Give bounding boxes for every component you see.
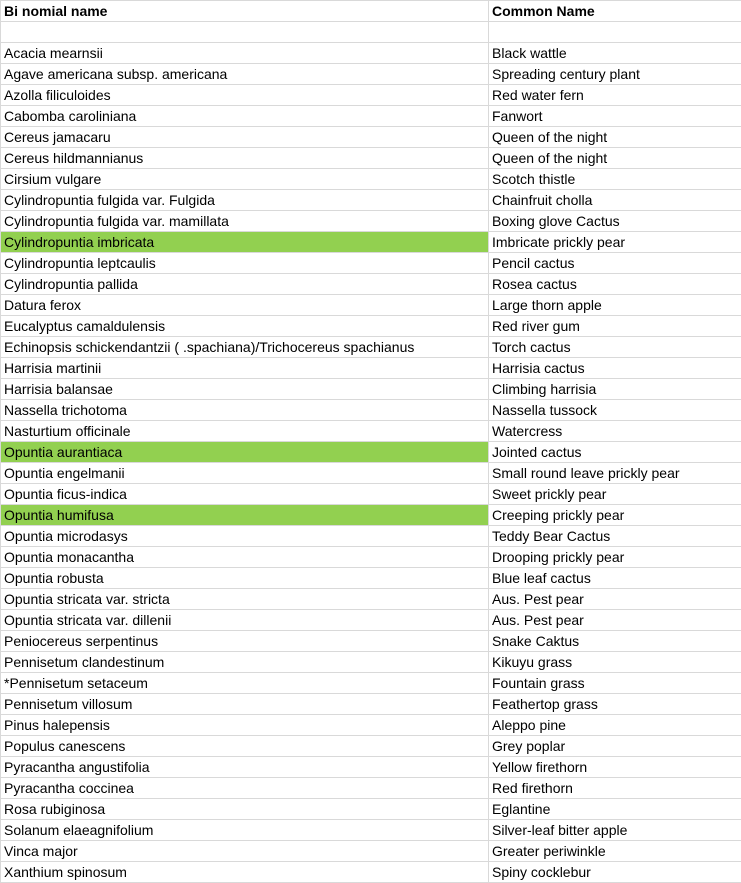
table-row [1,127,741,148]
common-name-cell[interactable]: Fountain grass [489,673,741,694]
table-row [1,379,741,400]
binomial-name-cell[interactable]: Cereus jamacaru [1,127,489,148]
common-name-cell[interactable]: Sweet prickly pear [489,484,741,505]
binomial-name-cell[interactable]: Cylindropuntia pallida [1,274,489,295]
binomial-name-cell[interactable]: Harrisia martinii [1,358,489,379]
binomial-name-cell[interactable]: Opuntia stricata var. dillenii [1,610,489,631]
common-name-cell[interactable]: Harrisia cactus [489,358,741,379]
common-name-cell[interactable]: Climbing harrisia [489,379,741,400]
table-row [1,694,741,715]
binomial-name-cell[interactable]: Nasturtium officinale [1,421,489,442]
common-name-cell[interactable]: Black wattle [489,43,741,64]
table-row [1,862,741,883]
table-body [1,22,741,883]
common-name-cell[interactable]: Red firethorn [489,778,741,799]
binomial-name-cell[interactable]: Opuntia monacantha [1,547,489,568]
table-row [1,211,741,232]
binomial-name-cell[interactable]: Populus canescens [1,736,489,757]
binomial-name-cell[interactable]: Xanthium spinosum [1,862,489,883]
table-row [1,799,741,820]
table-row [1,652,741,673]
binomial-name-cell[interactable]: Eucalyptus camaldulensis [1,316,489,337]
table-row [1,253,741,274]
table-row [1,610,741,631]
common-name-cell[interactable]: Queen of the night [489,127,741,148]
binomial-name-cell[interactable]: Cylindropuntia imbricata [1,232,489,253]
table-row [1,64,741,85]
common-name-cell[interactable]: Nassella tussock [489,400,741,421]
common-name-cell[interactable]: Red water fern [489,85,741,106]
binomial-name-cell[interactable]: Nassella trichotoma [1,400,489,421]
table-row [1,526,741,547]
binomial-name-cell[interactable]: Cereus hildmannianus [1,148,489,169]
table-row [1,547,741,568]
binomial-name-cell[interactable]: Pyracantha angustifolia [1,757,489,778]
binomial-name-cell[interactable]: Opuntia humifusa [1,505,489,526]
table-row [1,85,741,106]
common-name-cell[interactable]: Drooping prickly pear [489,547,741,568]
common-name-cell[interactable]: Snake Caktus [489,631,741,652]
table-row [1,757,741,778]
binomial-name-cell[interactable]: Pennisetum villosum [1,694,489,715]
table-row [1,421,741,442]
common-name-cell[interactable]: Aleppo pine [489,715,741,736]
table-row [1,736,741,757]
common-name-cell[interactable]: Teddy Bear Cactus [489,526,741,547]
common-name-cell[interactable]: Silver-leaf bitter apple [489,820,741,841]
common-name-cell[interactable]: Blue leaf cactus [489,568,741,589]
common-name-cell[interactable]: Kikuyu grass [489,652,741,673]
common-name-cell[interactable]: Greater periwinkle [489,841,741,862]
binomial-name-cell[interactable]: Opuntia robusta [1,568,489,589]
binomial-name-cell[interactable]: Acacia mearnsii [1,43,489,64]
binomial-name-cell[interactable]: Vinca major [1,841,489,862]
common-name-cell[interactable]: Aus. Pest pear [489,610,741,631]
common-name-cell[interactable]: Small round leave prickly pear [489,463,741,484]
table-row [1,484,741,505]
binomial-name-cell[interactable]: Echinopsis schickendantzii ( .spachiana)/Trichocereus spachianus [1,337,489,358]
table-row [1,400,741,421]
table-row [1,778,741,799]
binomial-name-cell[interactable]: Pinus halepensis [1,715,489,736]
common-name-cell[interactable]: Large thorn apple [489,295,741,316]
table-row [1,841,741,862]
common-name-cell[interactable]: Aus. Pest pear [489,589,741,610]
table-row [1,106,741,127]
binomial-name-cell[interactable]: Harrisia balansae [1,379,489,400]
common-name-cell[interactable]: Imbricate prickly pear [489,232,741,253]
common-name-cell[interactable]: Spiny cocklebur [489,862,741,883]
table-row [1,358,741,379]
table-row [1,505,741,526]
binomial-name-cell[interactable]: Opuntia ficus-indica [1,484,489,505]
binomial-name-cell[interactable]: Agave americana subsp. americana [1,64,489,85]
binomial-name-cell[interactable] [1,22,489,43]
table-row [1,715,741,736]
common-name-cell[interactable]: Spreading century plant [489,64,741,85]
binomial-name-cell[interactable]: Cylindropuntia fulgida var. Fulgida [1,190,489,211]
binomial-name-cell[interactable]: *Pennisetum setaceum [1,673,489,694]
table-row [1,169,741,190]
table-row [1,43,741,64]
table-row [1,442,741,463]
header-row [1,1,741,22]
common-name-cell[interactable]: Pencil cactus [489,253,741,274]
table-row [1,316,741,337]
header-binomial-name[interactable]: Bi nomial name [1,1,489,22]
common-name-cell[interactable]: Boxing glove Cactus [489,211,741,232]
binomial-name-cell[interactable]: Cylindropuntia fulgida var. mamillata [1,211,489,232]
binomial-name-cell[interactable]: Pyracantha coccinea [1,778,489,799]
binomial-name-cell[interactable]: Rosa rubiginosa [1,799,489,820]
common-name-cell[interactable]: Fanwort [489,106,741,127]
common-name-cell[interactable]: Red river gum [489,316,741,337]
common-name-cell[interactable]: Eglantine [489,799,741,820]
common-name-cell[interactable]: Chainfruit cholla [489,190,741,211]
table-row [1,295,741,316]
table-row [1,22,741,43]
header-common-name[interactable]: Common Name [489,1,741,22]
table-row [1,232,741,253]
binomial-name-cell[interactable]: Peniocereus serpentinus [1,631,489,652]
common-name-cell[interactable]: Grey poplar [489,736,741,757]
binomial-name-cell[interactable]: Cylindropuntia leptcaulis [1,253,489,274]
binomial-name-cell[interactable]: Azolla filiculoides [1,85,489,106]
common-name-cell[interactable]: Watercress [489,421,741,442]
binomial-name-cell[interactable]: Opuntia aurantiaca [1,442,489,463]
table-row [1,274,741,295]
table-row [1,463,741,484]
table-row [1,820,741,841]
binomial-name-cell[interactable]: Opuntia microdasys [1,526,489,547]
table-row [1,589,741,610]
common-name-cell[interactable]: Jointed cactus [489,442,741,463]
common-name-cell[interactable]: Queen of the night [489,148,741,169]
binomial-name-cell[interactable]: Solanum elaeagnifolium [1,820,489,841]
binomial-name-cell[interactable]: Cirsium vulgare [1,169,489,190]
common-name-cell[interactable]: Rosea cactus [489,274,741,295]
table-row [1,631,741,652]
table-row [1,148,741,169]
binomial-name-cell[interactable]: Pennisetum clandestinum [1,652,489,673]
common-name-cell[interactable]: Yellow firethorn [489,757,741,778]
binomial-name-cell[interactable]: Datura ferox [1,295,489,316]
binomial-name-cell[interactable]: Opuntia stricata var. stricta [1,589,489,610]
table-row [1,190,741,211]
common-name-cell[interactable]: Torch cactus [489,337,741,358]
common-name-cell[interactable]: Feathertop grass [489,694,741,715]
binomial-name-cell[interactable]: Cabomba caroliniana [1,106,489,127]
binomial-name-cell[interactable]: Opuntia engelmanii [1,463,489,484]
common-name-cell[interactable]: Scotch thistle [489,169,741,190]
common-name-cell[interactable] [489,22,741,43]
common-name-cell[interactable]: Creeping prickly pear [489,505,741,526]
table-row [1,568,741,589]
table-row [1,337,741,358]
table-row [1,673,741,694]
